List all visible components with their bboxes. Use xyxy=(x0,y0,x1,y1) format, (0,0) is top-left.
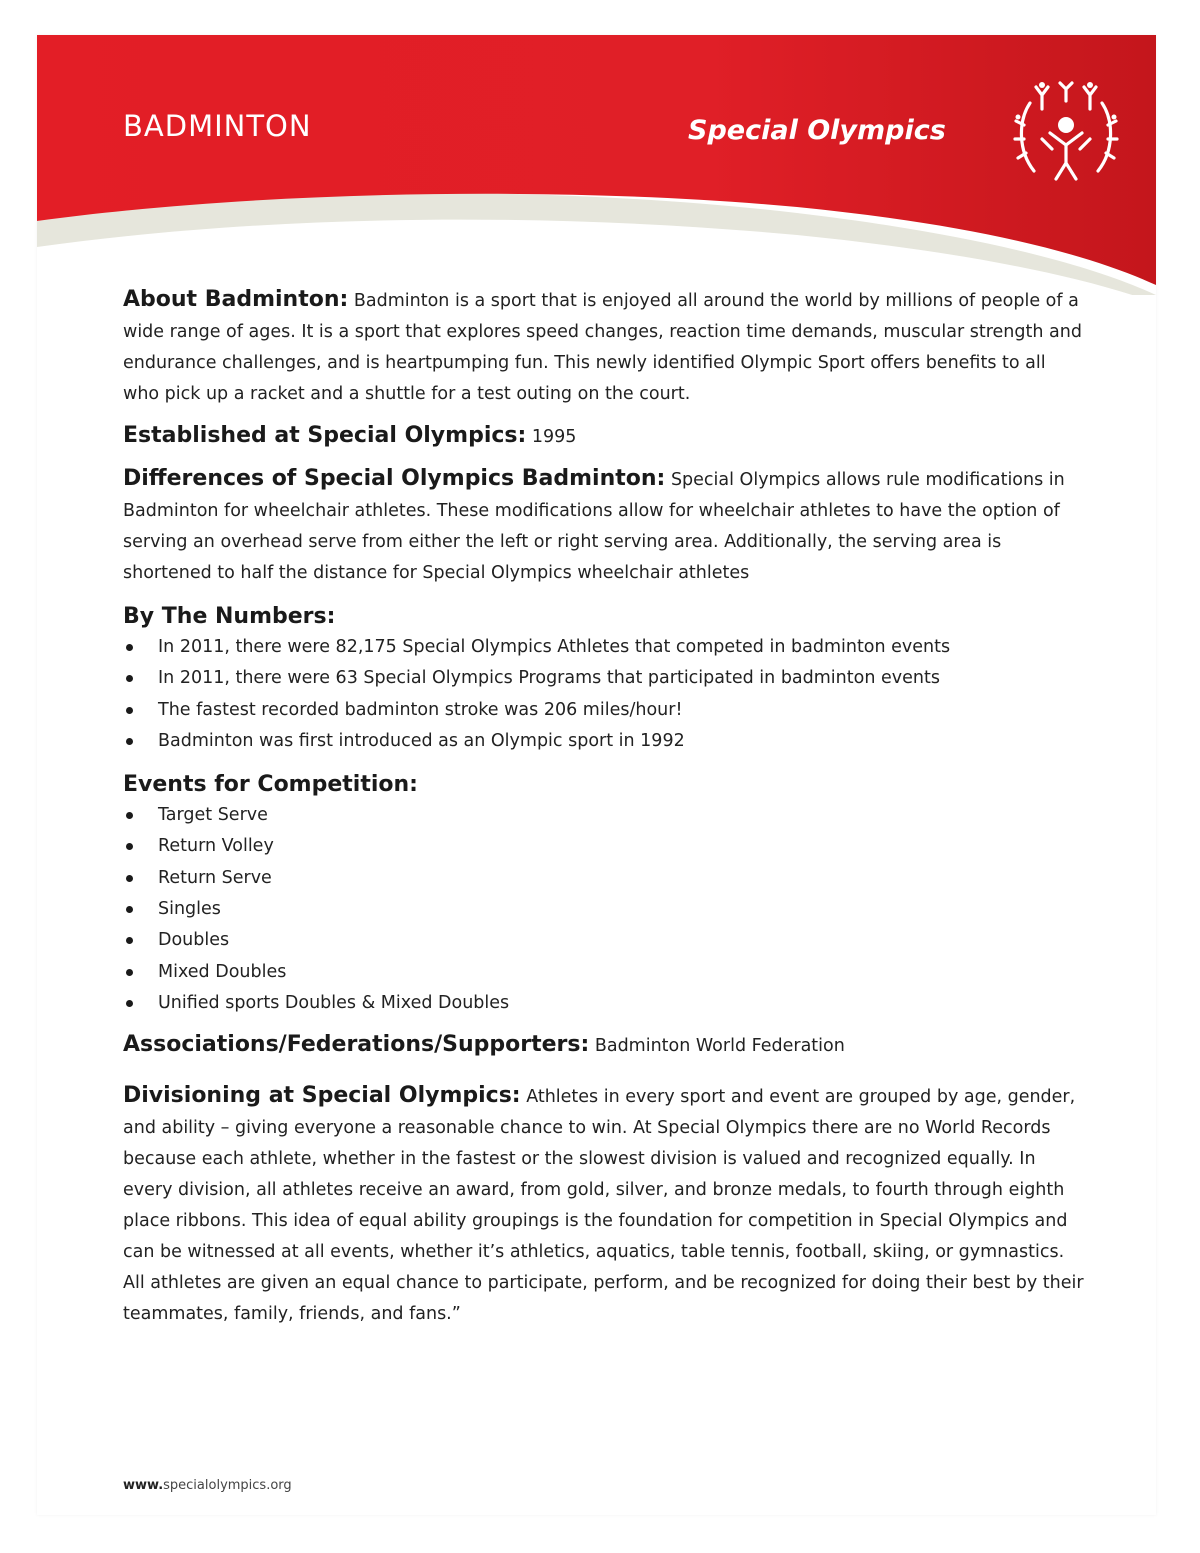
list-item-text: In 2011, there were 82,175 Special Olympics Athletes that competed in badminton events xyxy=(158,637,951,657)
document-title: BADMINTON xyxy=(123,109,312,143)
list-item-text: Badminton was first introduced as an Olympic sport in 1992 xyxy=(158,730,685,751)
established-section xyxy=(123,420,1085,453)
header-banner xyxy=(37,35,1156,295)
numbers-list xyxy=(123,632,1085,757)
list-item xyxy=(123,726,1085,757)
bullet-icon xyxy=(126,675,133,682)
list-item-text: Singles xyxy=(158,899,221,920)
list-item xyxy=(123,831,1085,862)
footer-domain: specialolympics.org xyxy=(163,1478,292,1493)
list-item xyxy=(123,988,1085,1019)
about-text: Badminton is a sport that is enjoyed all around the world by millions of people of a wide range of ages. It is a sport that explores speed changes, reaction time demands, muscular strength and endurance challenges, and is heartpumping fun. This newly identified Olympic Sport offers benefits to all who pick up a racket and a shuttle for a test outing on the court. xyxy=(123,291,1082,404)
list-item xyxy=(123,894,1085,925)
list-item xyxy=(123,957,1085,988)
list-item xyxy=(123,863,1085,894)
list-item-text: The fastest recorded badminton stroke was 206 miles/hour! xyxy=(158,699,683,720)
about-heading: About Badminton: xyxy=(123,287,349,312)
list-item xyxy=(123,695,1085,726)
bullet-icon xyxy=(126,906,133,913)
list-item-text: In 2011, there were 63 Special Olympics Programs that participated in badminton events xyxy=(158,668,940,689)
associations-text: Badminton World Federation xyxy=(594,1036,845,1057)
established-year: 1995 xyxy=(531,427,577,447)
special-olympics-logo-icon xyxy=(1012,81,1120,191)
list-item-text: Target Serve xyxy=(158,805,268,826)
content-body xyxy=(123,284,1085,1330)
numbers-heading: By The Numbers: xyxy=(123,604,336,629)
bullet-icon xyxy=(126,1000,133,1007)
footer-url[interactable] xyxy=(123,1478,292,1493)
red-banner-graphic xyxy=(37,35,1156,295)
bullet-icon xyxy=(126,843,133,850)
list-item-text: Doubles xyxy=(158,930,230,951)
list-item xyxy=(123,925,1085,956)
list-item-text: Unified sports Doubles & Mixed Doubles xyxy=(158,992,510,1013)
divisioning-text: Athletes in every sport and event are grouped by age, gender, and ability – giving everyone a reasonable chance to win. At Special Olympics there are no World Records because each athlete, whether in the fastest or the slowest division is valued and recognized equally. In every division, all athletes receive an award, from gold, silver, and bronze medals, to fourth through eighth place ribbons. This idea of equal ability groupings is the foundation for competition in Special Olympics and can be witnessed at all events, whether it’s athletics, aquatics, table tennis, football, skiing, or gymnastics. All athletes are given an equal chance to participate, perform, and be recognized for doing their best by their teammates, family, friends, and fans.” xyxy=(123,1087,1084,1325)
list-item-text: Mixed Doubles xyxy=(158,961,287,982)
footer-www: www. xyxy=(123,1478,164,1493)
bullet-icon xyxy=(126,812,133,819)
divisioning-section xyxy=(123,1080,1085,1330)
list-item xyxy=(123,800,1085,831)
list-item-text: Return Volley xyxy=(158,836,274,857)
brand-wordmark: Special Olympics xyxy=(688,115,946,146)
associations-heading: Associations/Federations/Supporters: xyxy=(123,1032,590,1058)
bullet-icon xyxy=(126,937,133,944)
bullet-icon xyxy=(126,707,133,714)
associations-section xyxy=(123,1029,1085,1062)
differences-heading: Differences of Special Olympics Badminton: xyxy=(123,466,666,491)
differences-section xyxy=(123,463,1085,589)
list-item-text: Return Serve xyxy=(158,867,272,888)
bullet-icon xyxy=(126,875,133,882)
bullet-icon xyxy=(126,969,133,976)
bullet-icon xyxy=(126,644,133,651)
about-section xyxy=(123,284,1085,410)
bullet-icon xyxy=(126,738,133,745)
list-item xyxy=(123,663,1085,694)
list-item xyxy=(123,632,1085,663)
differences-text: Special Olympics allows rule modifications in Badminton for wheelchair athletes. These modifications allow for wheelchair athletes to have the option of serving an overhead serve from either the left or right serving area. Additionally, the serving area is shortened to half the distance for Special Olympics wheelchair athletes xyxy=(123,470,1065,583)
events-heading: Events for Competition: xyxy=(123,772,418,798)
events-list xyxy=(123,800,1085,1019)
established-heading: Established at Special Olympics: xyxy=(123,423,527,448)
divisioning-heading: Divisioning at Special Olympics: xyxy=(123,1083,521,1109)
